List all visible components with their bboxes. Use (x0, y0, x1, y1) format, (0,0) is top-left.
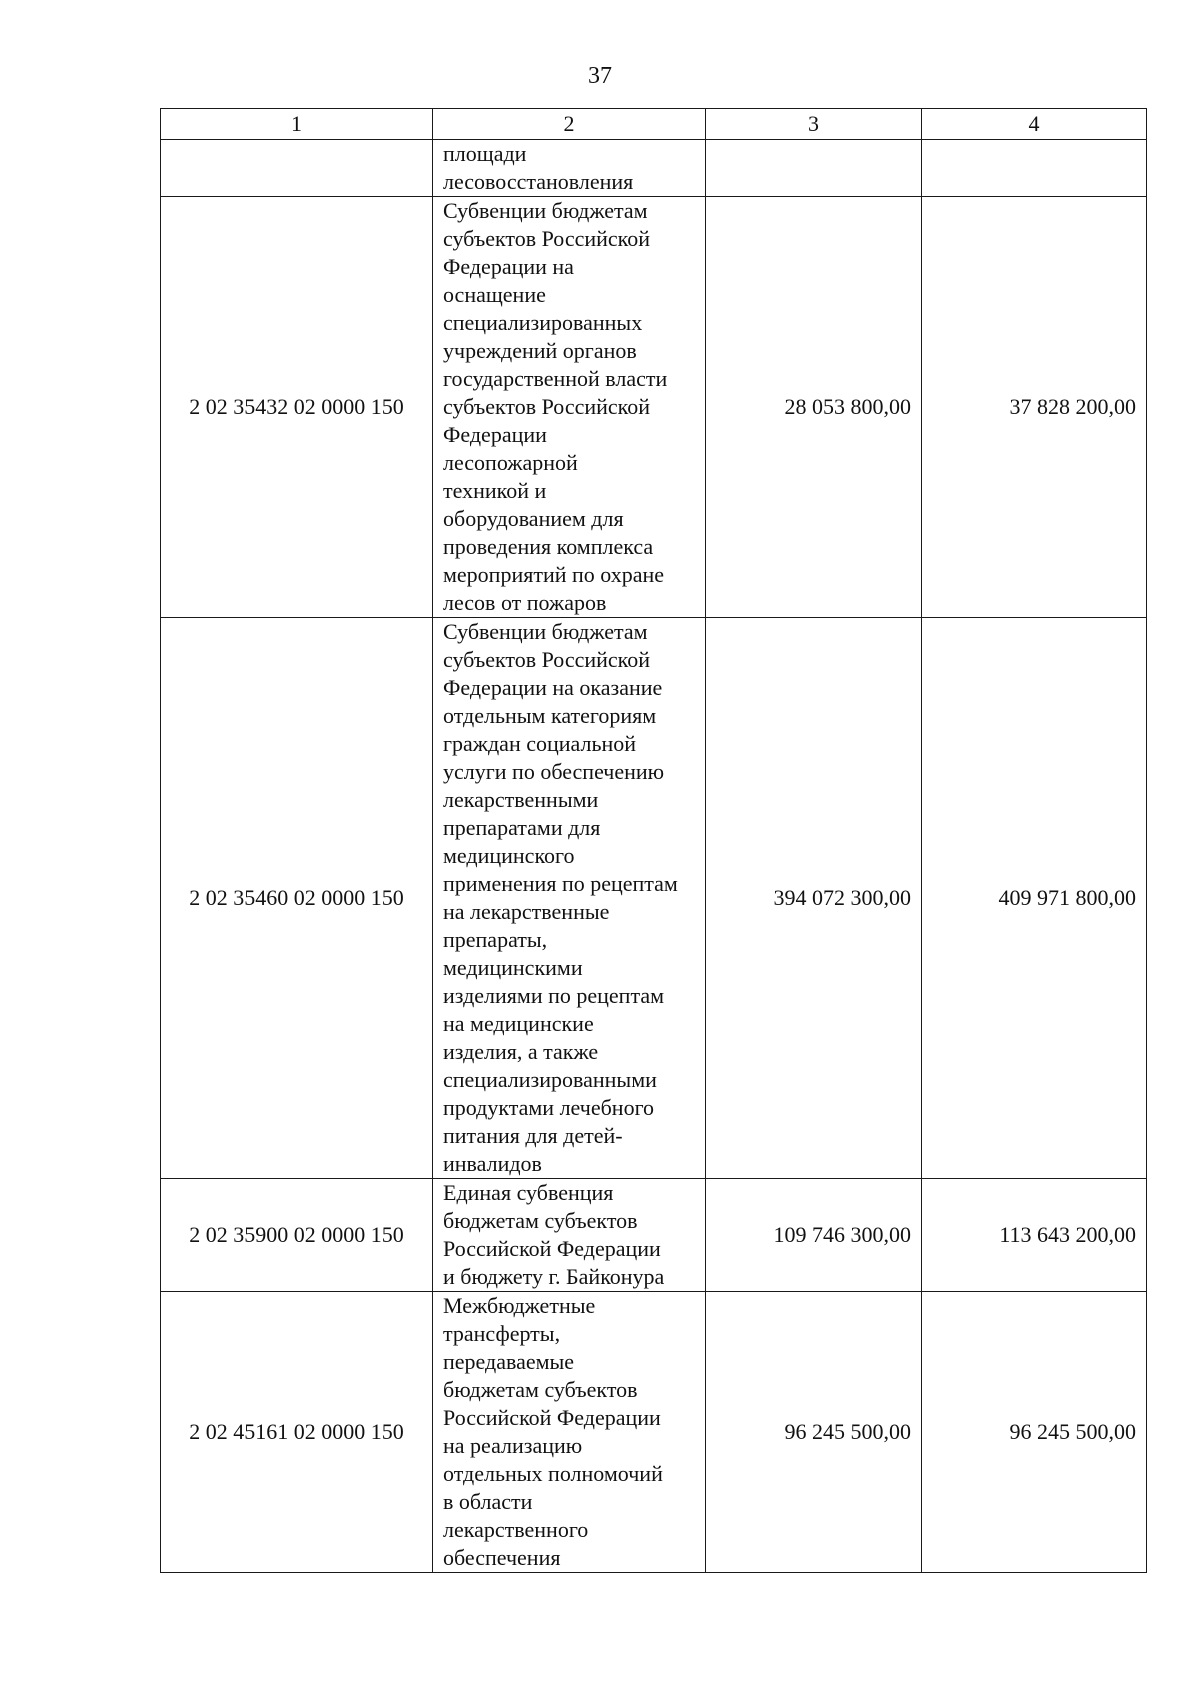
budget-table (160, 108, 1147, 1573)
page-number: 37 (588, 63, 612, 89)
row-name: Субвенции бюджетам субъектов Российской Федерации на оснащение специализированных учреждений органов государственной власти субъектов Российской Федерации лесопожарной техникой и оборудованием для проведения комплекса мероприятий по охране лесов от пожаров (433, 197, 706, 618)
row-value-2: 113 643 200,00 (922, 1179, 1147, 1292)
row-name: Межбюджетные трансферты, передаваемые бюджетам субъектов Российской Федерации на реализацию отдельных полномочий в области лекарственного обеспечения (433, 1292, 706, 1573)
row-value-1: 96 245 500,00 (706, 1292, 922, 1573)
table-row (161, 197, 1147, 618)
table-row (161, 1292, 1147, 1573)
column-header-4: 4 (922, 109, 1147, 140)
row-value-1 (706, 140, 922, 197)
row-name: Единая субвенция бюджетам субъектов Российской Федерации и бюджету г. Байконура (433, 1179, 706, 1292)
row-code (161, 140, 433, 197)
row-name: Субвенции бюджетам субъектов Российской Федерации на оказание отдельным категориям граждан социальной услуги по обеспечению лекарственными препаратами для медицинского применения по рецептам на лекарственные препараты, медицинскими изделиями по рецептам на медицинские изделия, а также специализированными продуктами лечебного питания для детей- инвалидов (433, 618, 706, 1179)
table-header-row (161, 109, 1147, 140)
column-header-1: 1 (161, 109, 433, 140)
row-code: 2 02 35900 02 0000 150 (161, 1179, 433, 1292)
row-value-2: 37 828 200,00 (922, 197, 1147, 618)
row-value-1: 394 072 300,00 (706, 618, 922, 1179)
row-value-1: 109 746 300,00 (706, 1179, 922, 1292)
row-code: 2 02 35432 02 0000 150 (161, 197, 433, 618)
row-code: 2 02 35460 02 0000 150 (161, 618, 433, 1179)
table-row (161, 140, 1147, 197)
row-value-2 (922, 140, 1147, 197)
row-code: 2 02 45161 02 0000 150 (161, 1292, 433, 1573)
row-value-2: 409 971 800,00 (922, 618, 1147, 1179)
row-value-2: 96 245 500,00 (922, 1292, 1147, 1573)
column-header-2: 2 (433, 109, 706, 140)
table-row (161, 618, 1147, 1179)
row-value-1: 28 053 800,00 (706, 197, 922, 618)
table-row (161, 1179, 1147, 1292)
column-header-3: 3 (706, 109, 922, 140)
row-name: площади лесовосстановления (433, 140, 706, 197)
